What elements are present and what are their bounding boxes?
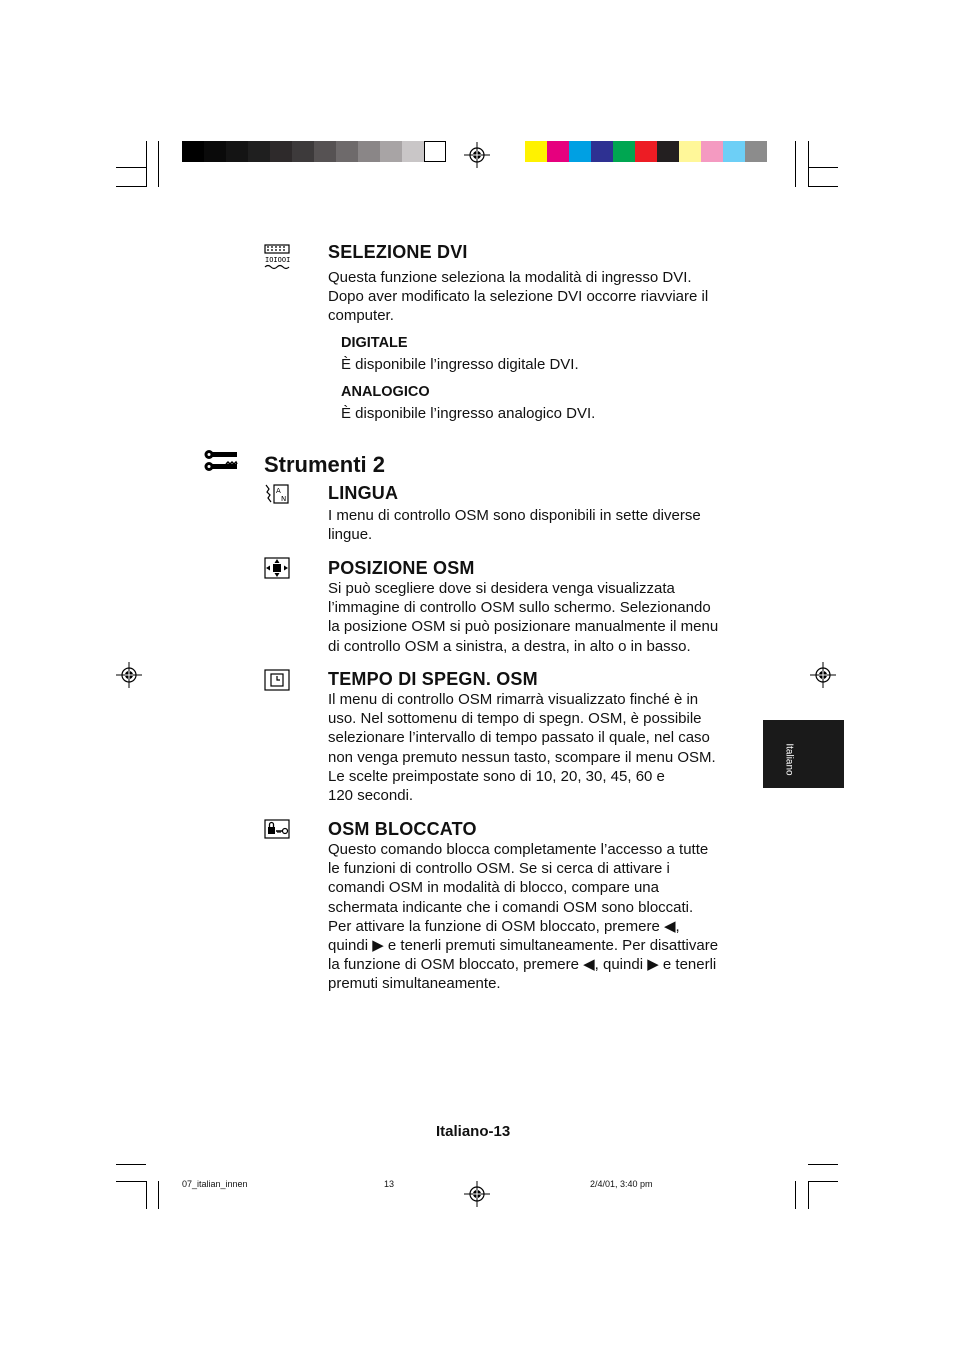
- color-swatch: [424, 141, 446, 162]
- crop-mark: [808, 167, 838, 168]
- side-tab-label: Italiano: [783, 743, 795, 776]
- lingua-heading: LINGUA: [328, 483, 399, 503]
- color-swatch: [402, 141, 424, 162]
- color-swatch: [679, 141, 701, 162]
- color-swatch: [657, 141, 679, 162]
- tempo-spegn-osm-heading: TEMPO DI SPEGN. OSM: [328, 669, 538, 689]
- text-line: Questo comando blocca completamente l’accesso a tutte: [328, 841, 709, 858]
- text-line: selezionare l’intervallo di tempo passato il quale, nel caso: [328, 729, 710, 747]
- color-swatch: [591, 141, 613, 162]
- analogico-label: ANALOGICO: [341, 384, 430, 400]
- color-swatch: [336, 141, 358, 162]
- text-line: Questa funzione seleziona la modalità di ingresso DVI.: [328, 269, 692, 286]
- text-line: I menu di controllo OSM sono disponibili in sette diverse: [328, 507, 701, 524]
- tools-icon: [204, 450, 238, 474]
- footer-date: 2/4/01, 3:40 pm: [590, 1179, 653, 1189]
- text-line: l’immagine di controllo OSM sullo schermo. Selezionando: [328, 599, 711, 617]
- color-bar: [525, 141, 767, 162]
- color-swatch: [248, 141, 270, 162]
- digitale-label: DIGITALE: [341, 335, 408, 351]
- text-line: 120 secondi.: [328, 787, 414, 805]
- footer-filename: 07_italian_innen: [182, 1179, 248, 1189]
- posizione-osm-heading: POSIZIONE OSM: [328, 558, 475, 578]
- crop-mark: [158, 141, 159, 187]
- svg-text:A: A: [276, 487, 281, 495]
- crop-mark: [146, 1181, 147, 1209]
- color-swatch: [723, 141, 745, 162]
- text-line: Dopo aver modificato la selezione DVI occorre riavviare il: [328, 288, 709, 306]
- osm-bloccato-text: [328, 840, 758, 994]
- color-swatch: [525, 141, 547, 162]
- text-line: Il menu di controllo OSM rimarrà visualizzato finché è in: [328, 691, 699, 708]
- color-swatch: [292, 141, 314, 162]
- color-swatch: [635, 141, 657, 162]
- page-number: Italiano-13: [436, 1123, 511, 1140]
- analogico-text: È disponibile l’ingresso analogico DVI.: [341, 405, 596, 422]
- text-line: lingue.: [328, 526, 373, 544]
- crop-mark: [808, 1181, 838, 1182]
- registration-mark-icon: [464, 142, 490, 168]
- text-line: comandi OSM in modalità di blocco, compare una: [328, 879, 659, 897]
- text-line: computer.: [328, 307, 394, 325]
- text-line: le funzioni di controllo OSM. Se si cerca di attivare i: [328, 860, 670, 878]
- text-line: di controllo OSM a sinistra, a destra, in alto o in basso.: [328, 637, 691, 655]
- osm-lock-icon: [264, 819, 290, 839]
- grayscale-bar: [182, 141, 446, 162]
- crop-mark: [116, 1181, 146, 1182]
- selezione-dvi-heading: SELEZIONE DVI: [328, 242, 468, 262]
- color-swatch: [270, 141, 292, 162]
- color-swatch: [547, 141, 569, 162]
- color-swatch: [569, 141, 591, 162]
- registration-mark-icon: [116, 662, 142, 688]
- text-line: la funzione di OSM bloccato, premere ◀, quindi ▶ e tenerli: [328, 956, 717, 974]
- color-swatch: [226, 141, 248, 162]
- text-line: schermata indicante che i comandi OSM sono bloccati.: [328, 898, 694, 916]
- text-line: quindi ▶ e tenerli premuti simultaneamente. Per disattivare: [328, 937, 719, 955]
- text-line: Si può scegliere dove si desidera venga visualizzata: [328, 580, 675, 597]
- crop-mark: [146, 141, 147, 187]
- registration-mark-icon: [464, 1181, 490, 1207]
- svg-text:N: N: [281, 495, 287, 503]
- tempo-spegn-osm-text: [328, 690, 758, 805]
- crop-mark: [116, 167, 146, 168]
- language-icon: [264, 483, 290, 505]
- color-swatch: [204, 141, 226, 162]
- selezione-dvi-text: [328, 268, 758, 326]
- footer-page: 13: [384, 1179, 395, 1189]
- crop-mark: [808, 1181, 809, 1209]
- crop-mark: [116, 1164, 146, 1165]
- page-title: Strumenti 2: [264, 452, 386, 477]
- text-line: non venga premuto nessun tasto, scompare il menu OSM.: [328, 748, 716, 766]
- osm-position-icon: [264, 557, 290, 579]
- text-line: Per attivare la funzione di OSM bloccato, premere ◀,: [328, 917, 680, 935]
- crop-mark: [795, 1181, 796, 1209]
- color-swatch: [745, 141, 767, 162]
- crop-mark: [808, 186, 838, 187]
- dvi-selection-icon: [264, 244, 290, 270]
- language-side-tab: [763, 720, 844, 788]
- color-swatch: [314, 141, 336, 162]
- osm-timer-icon: [264, 669, 290, 691]
- text-line: premuti simultaneamente.: [328, 975, 501, 993]
- color-swatch: [182, 141, 204, 162]
- crop-mark: [795, 141, 796, 187]
- registration-mark-icon: [810, 662, 836, 688]
- osm-bloccato-heading: OSM BLOCCATO: [328, 819, 477, 839]
- text-line: la posizione OSM si può posizionare manualmente il menu: [328, 618, 719, 636]
- posizione-osm-text: [328, 579, 758, 656]
- crop-mark: [808, 1164, 838, 1165]
- color-swatch: [613, 141, 635, 162]
- crop-mark: [116, 186, 146, 187]
- color-swatch: [380, 141, 402, 162]
- color-swatch: [701, 141, 723, 162]
- text-line: Le scelte preimpostate sono di 10, 20, 30, 45, 60 e: [328, 767, 665, 785]
- color-swatch: [358, 141, 380, 162]
- crop-mark: [158, 1181, 159, 1209]
- digitale-text: È disponibile l’ingresso digitale DVI.: [341, 356, 579, 373]
- lingua-text: [328, 506, 758, 544]
- text-line: uso. Nel sottomenu di tempo di spegn. OSM, è possibile: [328, 710, 702, 728]
- crop-mark: [808, 141, 809, 187]
- svg-text:IOIOOI: IOIOOI: [265, 256, 290, 264]
